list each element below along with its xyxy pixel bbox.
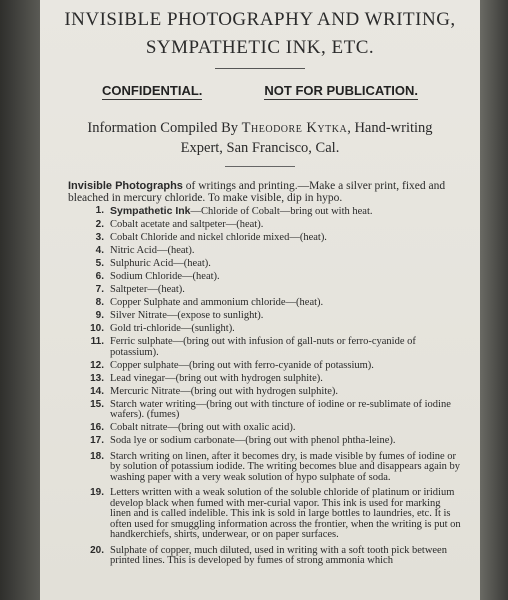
background-left	[0, 0, 40, 600]
list-item	[80, 233, 464, 244]
list-item	[80, 387, 464, 398]
info-suffix: , Hand-writing Expert, San Francisco, Cal.	[180, 120, 433, 156]
item-text	[110, 400, 464, 421]
item-number: 7.	[95, 284, 104, 295]
title-line-2: SYMPATHETIC INK, ETC.	[145, 37, 375, 58]
list-item	[80, 285, 464, 296]
item-description: Silver Nitrate—(expose to sunlight).	[110, 310, 264, 321]
list-item	[80, 259, 464, 270]
item-number: 5.	[95, 258, 104, 269]
item-text	[110, 361, 464, 372]
item-description: Gold tri-chloride—(sunlight).	[110, 323, 235, 334]
item-text	[110, 206, 464, 218]
item-description: —Chloride of Cobalt—bring out with heat.	[190, 206, 373, 217]
item-text	[110, 337, 464, 358]
item-description: Cobalt acetate and saltpeter—(heat).	[110, 219, 264, 230]
item-text	[110, 423, 464, 434]
list-item	[80, 246, 464, 257]
item-number: 3.	[95, 232, 104, 243]
item-number: 2.	[95, 219, 104, 230]
item-number: 14.	[90, 385, 104, 397]
list-item	[80, 488, 464, 541]
item-number: 19.	[90, 487, 104, 498]
item-text	[110, 374, 464, 385]
item-description: Soda lye or sodium carbonate—(bring out with phenol phtha-leine).	[110, 435, 396, 446]
item-description: Cobalt Chloride and nickel chloride mixed—(heat).	[110, 232, 327, 243]
item-text	[110, 488, 464, 541]
item-number: 10.	[90, 323, 104, 334]
title-line-1: INVISIBLE PHOTOGRAPHY AND WRITING,	[64, 9, 456, 30]
item-number: 4.	[95, 245, 104, 256]
classification-labels	[102, 83, 418, 100]
item-text	[110, 298, 464, 309]
item-number: 9.	[95, 310, 104, 321]
item-text	[110, 246, 464, 257]
title-divider	[215, 68, 305, 69]
info-divider	[225, 166, 295, 167]
list-item	[80, 272, 464, 283]
list-item	[80, 311, 464, 322]
list-item	[80, 374, 464, 385]
item-number: 1.	[95, 205, 104, 216]
item-number: 11.	[90, 336, 104, 347]
item-text	[110, 285, 464, 296]
item-description: Copper Sulphate and ammonium chloride—(heat).	[110, 297, 324, 308]
item-description: Sulphate of copper, much diluted, used in writing with a soft tooth pick between printed lines. This is developed by fumes of strong ammonia which	[110, 544, 447, 566]
item-text	[110, 259, 464, 270]
item-number: 16.	[90, 422, 104, 433]
intro-text: of writings and printing.—Make a silver print, fixed and bleached in mercury chloride. To make visible, dip in hypo.	[68, 180, 446, 204]
item-description: Sodium Chloride—(heat).	[110, 271, 220, 282]
item-text	[110, 546, 464, 567]
document-title	[40, 6, 480, 62]
item-text	[110, 272, 464, 283]
item-description: Copper sulphate—(bring out with ferro-cyanide of potassium).	[110, 359, 374, 371]
list-item	[80, 546, 464, 567]
list-item	[80, 220, 464, 231]
list-item	[80, 400, 464, 421]
item-description: Mercuric Nitrate—(bring out with hydrogen sulphite).	[110, 385, 339, 397]
item-number: 13.	[90, 372, 104, 384]
list-item	[80, 452, 464, 484]
item-text	[110, 233, 464, 244]
item-number: 20.	[90, 544, 104, 556]
item-number: 17.	[90, 435, 104, 446]
list-item	[80, 436, 464, 447]
confidential-label: CONFIDENTIAL.	[102, 83, 203, 98]
item-bold-term: Sympathetic Ink	[110, 205, 191, 217]
list-item	[80, 324, 464, 335]
document-page	[40, 0, 480, 600]
list-item	[80, 337, 464, 358]
item-number: 6.	[95, 271, 104, 282]
background-right	[480, 0, 508, 600]
list-item	[80, 361, 464, 372]
method-list	[80, 206, 464, 567]
item-description: Saltpeter—(heat).	[110, 284, 185, 295]
intro-lead: Invisible Photographs	[68, 180, 183, 192]
item-description: Starch water writing—(bring out with tincture of iodine or re-sublimate of iodine wafers). (fumes)	[110, 398, 451, 420]
item-description: Letters written with a weak solution of the soluble chloride of platinum or iridium develop black when fumed with mer-curial vapor. This ink is used for marking linen and is called indelible. This ink is sold in large bottles to laundries, etc. It is often used for smuggling information across the frontier, when the writing is put on handkerchiefs, shirts, underwear, or on paper surfaces.	[110, 487, 461, 540]
item-description: Cobalt nitrate—(bring out with oxalic acid).	[110, 422, 296, 433]
item-description: Lead vinegar—(bring out with hydrogen sulphite).	[110, 372, 323, 384]
not-for-publication-label: NOT FOR PUBLICATION.	[264, 83, 418, 98]
intro-paragraph	[68, 180, 464, 204]
item-text	[110, 436, 464, 447]
item-text	[110, 311, 464, 322]
item-description: Starch writing on linen, after it becomes dry, is made visible by fumes of iodine or by solution of potassium iodide. The writing becomes blue and disappears again by washing paper with a very weak solution of hypo sulphate of soda.	[110, 450, 461, 483]
item-text	[110, 387, 464, 398]
item-description: Nitric Acid—(heat).	[110, 245, 195, 256]
list-item	[80, 423, 464, 434]
item-number: 15.	[90, 398, 104, 410]
list-item	[80, 298, 464, 309]
author-info	[66, 118, 454, 158]
item-number: 8.	[95, 297, 104, 308]
item-text	[110, 452, 464, 484]
item-description: Sulphuric Acid—(heat).	[110, 258, 211, 269]
info-prefix: Information Compiled By	[87, 120, 242, 136]
author-name: Theodore Kytka	[241, 120, 348, 136]
item-text	[110, 220, 464, 231]
item-text	[110, 324, 464, 335]
item-number: 18.	[90, 450, 104, 462]
list-item	[80, 206, 464, 218]
item-description: Ferric sulphate—(bring out with infusion of gall-nuts or ferro-cyanide of potassium).	[110, 336, 416, 358]
item-number: 12.	[90, 359, 104, 371]
